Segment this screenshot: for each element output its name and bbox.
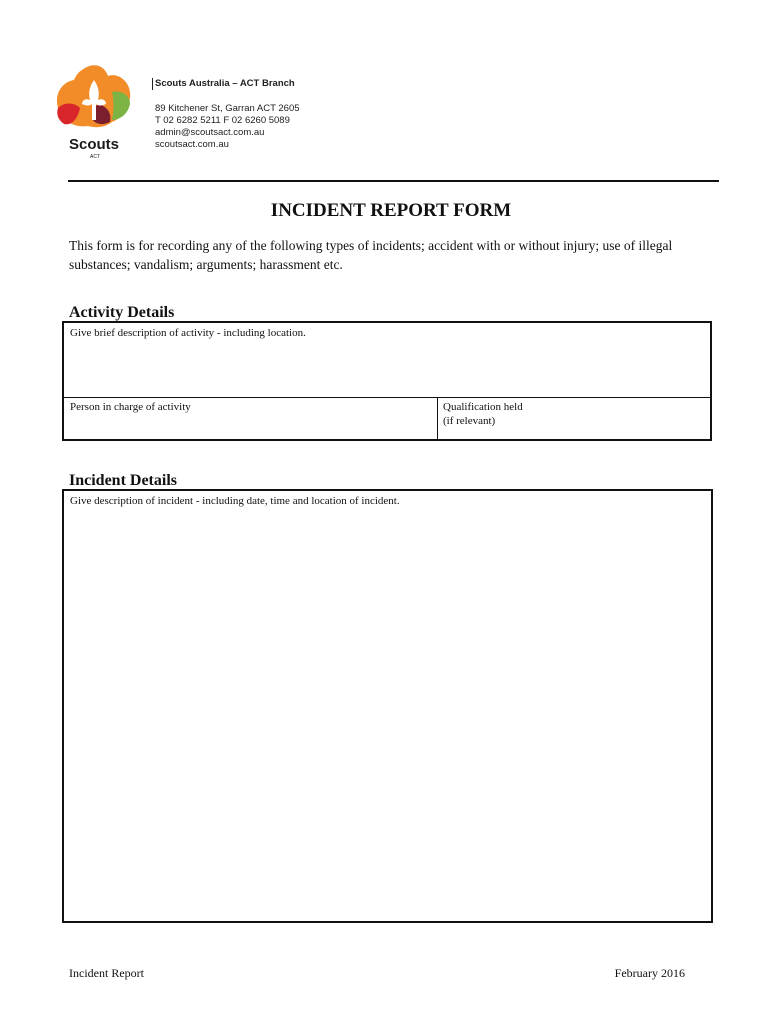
incident-details-heading: Incident Details xyxy=(69,472,177,489)
intro-text: This form is for recording any of the following types of incidents; accident with or without injury; use of illegal substances; vandalism; arguments; harassment etc. xyxy=(69,238,673,272)
incident-details-box xyxy=(62,489,713,923)
form-title: INCIDENT REPORT FORM xyxy=(270,200,512,221)
incident-description-label: Give description of incident - including date, time and location of incident. xyxy=(70,495,400,507)
org-email: admin@scoutsact.com.au xyxy=(155,127,265,138)
person-in-charge-label: Person in charge of activity xyxy=(70,401,191,413)
svg-text:ACT: ACT xyxy=(90,154,100,160)
org-name: Scouts Australia – ACT Branch xyxy=(152,78,300,90)
footer-right: February 2016 xyxy=(614,966,685,980)
svg-text:Scouts: Scouts xyxy=(69,136,120,153)
activity-description-label: Give brief description of activity - including location. xyxy=(70,327,306,339)
header-divider xyxy=(68,180,719,182)
activity-details-heading: Activity Details xyxy=(69,304,175,321)
org-website: scoutsact.com.au xyxy=(155,139,229,150)
activity-row-divider xyxy=(64,397,710,398)
org-phone-fax: T 02 6282 5211 F 02 6260 5089 xyxy=(155,115,290,126)
org-contact-block xyxy=(155,78,300,151)
footer-left: Incident Report xyxy=(69,966,144,980)
qualification-label: Qualification held (if relevant) xyxy=(443,401,523,427)
activity-details-box xyxy=(62,321,712,441)
scouts-logo xyxy=(52,62,136,162)
org-address: 89 Kitchener St, Garran ACT 2605 xyxy=(155,103,300,114)
activity-column-divider xyxy=(437,397,438,439)
